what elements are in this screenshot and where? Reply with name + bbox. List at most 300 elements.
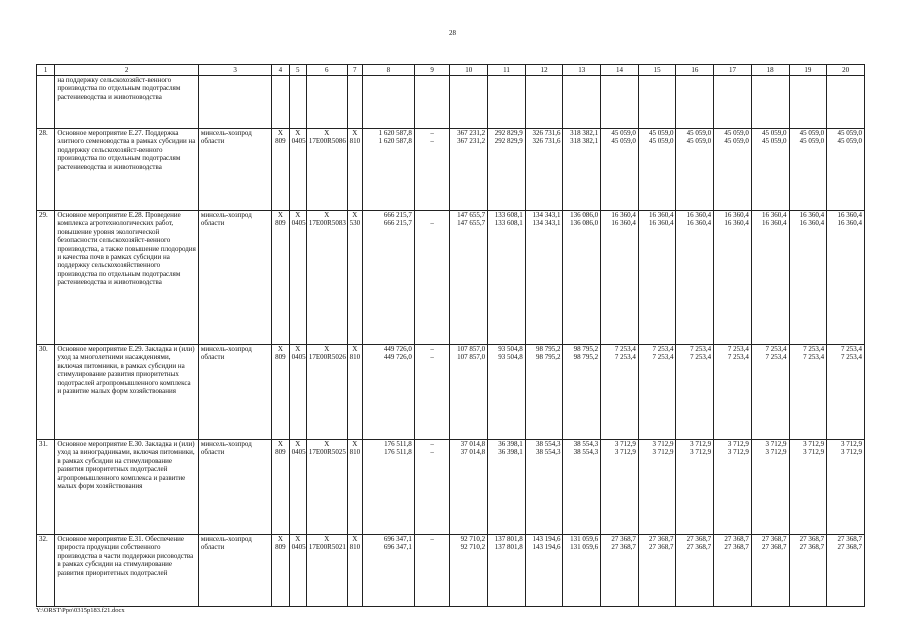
column-header-4: 4 bbox=[272, 65, 289, 76]
value-line-2: – bbox=[430, 219, 434, 228]
cell-col-12 bbox=[525, 129, 563, 211]
value-line-1: – bbox=[430, 535, 434, 543]
value-line-2: 3 712,9 bbox=[727, 448, 749, 457]
value-line-2: 696 347,1 bbox=[383, 543, 412, 552]
value-line-1: 666 215,7 bbox=[383, 211, 412, 219]
cell-col-18 bbox=[751, 211, 789, 345]
cell-col-17 bbox=[714, 211, 752, 345]
value-line-2: 93 504,8 bbox=[498, 353, 523, 362]
value-line-2: 176 511,8 bbox=[384, 448, 412, 457]
cell-col-5 bbox=[289, 535, 306, 607]
cell-col-10 bbox=[450, 129, 488, 211]
cell-col-8 bbox=[362, 345, 414, 440]
value-line-1: Х bbox=[277, 440, 283, 448]
value-line-1 bbox=[417, 211, 448, 219]
column-header-18: 18 bbox=[751, 65, 789, 76]
value-line-2: 809 bbox=[275, 543, 286, 552]
cell-col-17 bbox=[714, 440, 752, 535]
column-header-17: 17 bbox=[714, 65, 752, 76]
value-line-2: 7 253,4 bbox=[841, 353, 862, 362]
column-header-3: 3 bbox=[198, 65, 271, 76]
value-line-1: 137 801,8 bbox=[494, 535, 523, 543]
value-line-2: 17Е00R5026 bbox=[308, 353, 346, 362]
value-line-1: 326 731,6 bbox=[532, 129, 561, 137]
value-line-1: 37 014,8 bbox=[460, 440, 486, 448]
column-header-9: 9 bbox=[414, 65, 450, 76]
value-line-2: 92 710,2 bbox=[460, 543, 486, 552]
value-line-1: 7 253,4 bbox=[614, 345, 636, 353]
executor: минсель-хозпрод области bbox=[198, 129, 271, 211]
value-line-1: 27 368,7 bbox=[724, 535, 749, 543]
cell-col-11 bbox=[488, 440, 526, 535]
value-line-1: Х bbox=[324, 535, 330, 543]
value-line-1: 27 368,7 bbox=[799, 535, 825, 543]
value-line-2: 326 731,6 bbox=[532, 137, 561, 146]
value-line-1: 27 368,7 bbox=[686, 535, 712, 543]
measure-name: Основное мероприятие Е.29. Закладка и (или) уход за многолетними насаждениями, включая питомники, в рамках субсидии на стимулирование развития приоритетных подотраслей агропромышленного комплекса и развитие малых форм хозяйствования bbox=[55, 345, 199, 440]
cell-col-16 bbox=[676, 129, 714, 211]
column-header-2: 2 bbox=[55, 65, 199, 76]
cell-col-20 bbox=[827, 535, 865, 607]
value-line-2: 16 360,4 bbox=[837, 219, 862, 228]
cell-col-10 bbox=[450, 345, 488, 440]
cell-col-13 bbox=[563, 211, 601, 345]
value-line-1: 7 253,4 bbox=[690, 345, 712, 353]
table-row bbox=[37, 440, 865, 535]
column-header-20: 20 bbox=[827, 65, 865, 76]
value-line-2: 16 360,4 bbox=[799, 219, 825, 228]
value-line-1: – bbox=[430, 345, 434, 353]
value-line-2: 1 620 587,8 bbox=[378, 137, 412, 146]
value-line-1: – bbox=[430, 129, 434, 137]
value-line-1: 7 253,4 bbox=[841, 345, 862, 353]
measure-name: Основное мероприятие Е.30. Закладка и (или) уход за виноградниками, включая питомники, в рамках субсидии на стимулирование развития приоритетных подотраслей агропромышленного комплекса и развитие малых форм хозяйствования bbox=[55, 440, 199, 535]
cell-col-12 bbox=[525, 535, 563, 607]
cell-col-7 bbox=[347, 440, 362, 535]
value-line-2: 98 795,2 bbox=[535, 353, 561, 362]
value-line-1: 92 710,2 bbox=[460, 535, 486, 543]
value-line-1: Х bbox=[277, 535, 283, 543]
value-line-2: 131 059,6 bbox=[570, 543, 599, 552]
cell-col-18 bbox=[751, 129, 789, 211]
value-line-1: Х bbox=[324, 211, 330, 219]
cell-col-16 bbox=[676, 440, 714, 535]
page-number: 28 bbox=[449, 29, 456, 37]
executor: минсель-хозпрод области bbox=[198, 535, 271, 607]
value-line-1: 38 554,3 bbox=[573, 440, 599, 448]
column-header-8: 8 bbox=[362, 65, 414, 76]
value-line-2: 107 857,0 bbox=[457, 353, 486, 362]
value-line-2: 27 368,7 bbox=[837, 543, 862, 552]
column-header-6: 6 bbox=[306, 65, 347, 76]
value-line-1: 131 059,6 bbox=[570, 535, 599, 543]
value-line-1: Х bbox=[277, 129, 283, 137]
value-line-2: 666 215,7 bbox=[383, 219, 412, 228]
value-line-1: 93 504,8 bbox=[498, 345, 523, 353]
value-line-1: 318 382,1 bbox=[570, 129, 599, 137]
value-line-2: 809 bbox=[275, 219, 286, 228]
value-line-2: – bbox=[430, 353, 434, 362]
cell-col-7 bbox=[347, 129, 362, 211]
cell-col-16 bbox=[676, 211, 714, 345]
value-line-2: 3 712,9 bbox=[614, 448, 636, 457]
cell-col-15 bbox=[638, 211, 676, 345]
value-line-2: 318 382,1 bbox=[570, 137, 599, 146]
value-line-1: Х bbox=[295, 129, 301, 137]
value-line-1: 107 857,0 bbox=[457, 345, 486, 353]
value-line-1: 3 712,9 bbox=[652, 440, 674, 448]
measure-name: Основное мероприятие Е.31. Обеспечение прироста продукции собственного производства в части поддержки рисоводства в рамках субсидии на стимулирование развития приоритетных подотраслей bbox=[55, 535, 199, 607]
cell-col-20 bbox=[827, 211, 865, 345]
cell-col-16 bbox=[676, 535, 714, 607]
cell-col-14 bbox=[601, 535, 639, 607]
value-line-1: Х bbox=[352, 345, 358, 353]
cell-col-11 bbox=[488, 211, 526, 345]
cell-col-8 bbox=[362, 129, 414, 211]
value-line-1: Х bbox=[295, 211, 301, 219]
value-line-1: 134 343,1 bbox=[532, 211, 561, 219]
value-line-2 bbox=[417, 543, 448, 551]
value-line-1: 45 059,0 bbox=[686, 129, 712, 137]
row-number: 28. bbox=[37, 129, 55, 211]
cell-col-7 bbox=[347, 211, 362, 345]
column-header-11: 11 bbox=[488, 65, 526, 76]
cell-col-13 bbox=[563, 345, 601, 440]
value-line-2: 27 368,7 bbox=[799, 543, 825, 552]
row-number: 29. bbox=[37, 211, 55, 345]
cell-col-9 bbox=[414, 535, 450, 607]
column-header-7: 7 bbox=[347, 65, 362, 76]
value-line-2: 3 712,9 bbox=[841, 448, 862, 457]
value-line-1: 16 360,4 bbox=[648, 211, 674, 219]
value-line-2: 530 bbox=[349, 219, 361, 228]
measure-name: Основное мероприятие Е.27. Поддержка элитного семеноводства в рамках субсидии на поддержку сельскохозяйст-венного производства по отдельным подотраслям растениеводства и животноводства bbox=[55, 129, 199, 211]
value-line-1: 27 368,7 bbox=[762, 535, 787, 543]
executor: минсель-хозпрод области bbox=[198, 440, 271, 535]
value-line-2: 45 059,0 bbox=[611, 137, 636, 146]
cell-col-9 bbox=[414, 211, 450, 345]
cell-col-17 bbox=[714, 129, 752, 211]
value-line-1: 3 712,9 bbox=[690, 440, 712, 448]
cell-col-17 bbox=[714, 535, 752, 607]
cell-col-4 bbox=[272, 129, 289, 211]
value-line-2: 292 829,9 bbox=[494, 137, 523, 146]
value-line-2: 16 360,4 bbox=[611, 219, 636, 228]
cell-col-8 bbox=[362, 535, 414, 607]
continuation-text: на поддержку сельскохозяйст-венного производства по отдельным подотраслям растениеводства и животноводства bbox=[55, 76, 199, 129]
column-header-13: 13 bbox=[563, 65, 601, 76]
cell-col-18 bbox=[751, 440, 789, 535]
column-header-16: 16 bbox=[676, 65, 714, 76]
cell-col-15 bbox=[638, 345, 676, 440]
value-line-2: 17Е00R5025 bbox=[308, 448, 346, 457]
value-line-1: 98 795,2 bbox=[573, 345, 599, 353]
value-line-2: 367 231,2 bbox=[457, 137, 486, 146]
value-line-1: 7 253,4 bbox=[765, 345, 787, 353]
value-line-1: 133 608,1 bbox=[494, 211, 523, 219]
value-line-2: 3 712,9 bbox=[690, 448, 712, 457]
value-line-2: 810 bbox=[349, 353, 361, 362]
value-line-2: 809 bbox=[275, 448, 286, 457]
value-line-1: 449 726,0 bbox=[383, 345, 412, 353]
value-line-2: 809 bbox=[275, 353, 286, 362]
cell-col-15 bbox=[638, 535, 676, 607]
value-line-2: 136 086,0 bbox=[570, 219, 599, 228]
table-body bbox=[37, 76, 865, 607]
column-header-12: 12 bbox=[525, 65, 563, 76]
value-line-2: 45 059,0 bbox=[837, 137, 862, 146]
column-header-15: 15 bbox=[638, 65, 676, 76]
value-line-2: 449 726,0 bbox=[383, 353, 412, 362]
value-line-1: 136 086,0 bbox=[570, 211, 599, 219]
column-number-header bbox=[37, 65, 865, 76]
cell-col-8 bbox=[362, 211, 414, 345]
value-line-1: 36 398,1 bbox=[498, 440, 523, 448]
value-line-2: 16 360,4 bbox=[762, 219, 787, 228]
value-line-1: Х bbox=[352, 535, 358, 543]
cell-col-14 bbox=[601, 440, 639, 535]
value-line-2: 16 360,4 bbox=[686, 219, 712, 228]
value-line-2: 45 059,0 bbox=[799, 137, 825, 146]
value-line-2: 17Е00R5086 bbox=[308, 137, 346, 146]
value-line-2: 45 059,0 bbox=[724, 137, 749, 146]
cell-col-17 bbox=[714, 345, 752, 440]
cell-col-6 bbox=[306, 345, 347, 440]
value-line-1: 7 253,4 bbox=[803, 345, 825, 353]
cell-col-13 bbox=[563, 440, 601, 535]
column-header-10: 10 bbox=[450, 65, 488, 76]
value-line-2: 98 795,2 bbox=[573, 353, 599, 362]
value-line-2: 36 398,1 bbox=[498, 448, 523, 457]
value-line-2: 7 253,4 bbox=[765, 353, 787, 362]
value-line-1: 16 360,4 bbox=[686, 211, 712, 219]
cell-col-7 bbox=[347, 345, 362, 440]
value-line-1: 3 712,9 bbox=[765, 440, 787, 448]
value-line-2: 137 801,8 bbox=[494, 543, 523, 552]
value-line-1: Х bbox=[277, 345, 283, 353]
value-line-2: – bbox=[430, 448, 434, 457]
value-line-2: 3 712,9 bbox=[803, 448, 825, 457]
value-line-1: Х bbox=[352, 440, 358, 448]
value-line-2: 17Е00R5083 bbox=[308, 219, 346, 228]
value-line-1: Х bbox=[352, 129, 358, 137]
cell-col-14 bbox=[601, 211, 639, 345]
table-row bbox=[37, 211, 865, 345]
cell-col-13 bbox=[563, 129, 601, 211]
value-line-2: 16 360,4 bbox=[648, 219, 674, 228]
value-line-2: 37 014,8 bbox=[460, 448, 486, 457]
cell-col-11 bbox=[488, 129, 526, 211]
cell-col-15 bbox=[638, 129, 676, 211]
value-line-1: 696 347,1 bbox=[383, 535, 412, 543]
value-line-1: 16 360,4 bbox=[799, 211, 825, 219]
cell-col-5 bbox=[289, 345, 306, 440]
value-line-1: 143 194,6 bbox=[532, 535, 561, 543]
value-line-2: 27 368,7 bbox=[648, 543, 674, 552]
value-line-2: 7 253,4 bbox=[803, 353, 825, 362]
cell-col-14 bbox=[601, 345, 639, 440]
executor: минсель-хозпрод области bbox=[198, 345, 271, 440]
value-line-2: 809 bbox=[275, 137, 286, 146]
value-line-2: 45 059,0 bbox=[648, 137, 674, 146]
cell-col-19 bbox=[789, 129, 827, 211]
value-line-1: 1 620 587,8 bbox=[378, 129, 412, 137]
row-number: 31. bbox=[37, 440, 55, 535]
cell-col-14 bbox=[601, 129, 639, 211]
cell-col-12 bbox=[525, 211, 563, 345]
cell-col-19 bbox=[789, 535, 827, 607]
value-line-1: 3 712,9 bbox=[727, 440, 749, 448]
cell-col-7 bbox=[347, 535, 362, 607]
value-line-1: 367 231,2 bbox=[457, 129, 486, 137]
value-line-1: 147 655,7 bbox=[457, 211, 486, 219]
cell-col-10 bbox=[450, 535, 488, 607]
value-line-1: 27 368,7 bbox=[837, 535, 862, 543]
value-line-2: 810 bbox=[349, 137, 361, 146]
value-line-1: Х bbox=[324, 440, 330, 448]
cell-col-12 bbox=[525, 345, 563, 440]
value-line-1: 45 059,0 bbox=[837, 129, 862, 137]
value-line-2: 810 bbox=[349, 448, 361, 457]
value-line-1: Х bbox=[324, 345, 330, 353]
value-line-1: Х bbox=[324, 129, 330, 137]
cell-col-19 bbox=[789, 211, 827, 345]
cell-col-20 bbox=[827, 440, 865, 535]
cell-col-11 bbox=[488, 535, 526, 607]
column-header-1: 1 bbox=[37, 65, 55, 76]
row-number: 32. bbox=[37, 535, 55, 607]
cell-col-5 bbox=[289, 129, 306, 211]
value-line-1: 16 360,4 bbox=[611, 211, 636, 219]
cell-col-19 bbox=[789, 345, 827, 440]
cell-col-18 bbox=[751, 345, 789, 440]
value-line-2: 16 360,4 bbox=[724, 219, 749, 228]
executor: минсель-хозпрод области bbox=[198, 211, 271, 345]
cell-col-6 bbox=[306, 535, 347, 607]
table-row bbox=[37, 345, 865, 440]
value-line-1: 3 712,9 bbox=[803, 440, 825, 448]
cell-col-9 bbox=[414, 440, 450, 535]
value-line-1: 7 253,4 bbox=[652, 345, 674, 353]
cell-col-19 bbox=[789, 440, 827, 535]
value-line-1: 45 059,0 bbox=[724, 129, 749, 137]
value-line-2: 133 608,1 bbox=[494, 219, 523, 228]
value-line-2: 147 655,7 bbox=[457, 219, 486, 228]
value-line-2: 810 bbox=[349, 543, 361, 552]
cell-col-9 bbox=[414, 345, 450, 440]
value-line-2: 0405 bbox=[291, 219, 306, 228]
cell-col-6 bbox=[306, 211, 347, 345]
value-line-2: 27 368,7 bbox=[762, 543, 787, 552]
value-line-1: 98 795,2 bbox=[535, 345, 561, 353]
cell-col-9 bbox=[414, 129, 450, 211]
value-line-1: 16 360,4 bbox=[762, 211, 787, 219]
cell-col-6 bbox=[306, 440, 347, 535]
cell-col-5 bbox=[289, 440, 306, 535]
value-line-2: 0405 bbox=[291, 448, 306, 457]
value-line-1: 45 059,0 bbox=[799, 129, 825, 137]
budget-table bbox=[36, 64, 865, 607]
cell-col-5 bbox=[289, 211, 306, 345]
value-line-2: 7 253,4 bbox=[614, 353, 636, 362]
value-line-1: 45 059,0 bbox=[648, 129, 674, 137]
value-line-2: 0405 bbox=[291, 353, 306, 362]
cell-col-20 bbox=[827, 129, 865, 211]
value-line-1: 45 059,0 bbox=[762, 129, 787, 137]
value-line-1: 38 554,3 bbox=[535, 440, 561, 448]
value-line-1: 292 829,9 bbox=[494, 129, 523, 137]
value-line-2: – bbox=[430, 137, 434, 146]
value-line-2: 38 554,3 bbox=[573, 448, 599, 457]
cell-col-4 bbox=[272, 535, 289, 607]
cell-col-20 bbox=[827, 345, 865, 440]
value-line-2: 45 059,0 bbox=[686, 137, 712, 146]
value-line-2: 0405 bbox=[291, 543, 306, 552]
value-line-2: 27 368,7 bbox=[724, 543, 749, 552]
cell-col-6 bbox=[306, 129, 347, 211]
value-line-1: 16 360,4 bbox=[837, 211, 862, 219]
value-line-2: 7 253,4 bbox=[690, 353, 712, 362]
value-line-1: 3 712,9 bbox=[614, 440, 636, 448]
value-line-2: 27 368,7 bbox=[611, 543, 636, 552]
cell-col-8 bbox=[362, 440, 414, 535]
value-line-2: 7 253,4 bbox=[652, 353, 674, 362]
cell-col-12 bbox=[525, 440, 563, 535]
value-line-1: Х bbox=[295, 440, 301, 448]
table-row bbox=[37, 129, 865, 211]
cell-col-11 bbox=[488, 345, 526, 440]
value-line-2: 143 194,6 bbox=[532, 543, 561, 552]
cell-col-18 bbox=[751, 535, 789, 607]
value-line-2: 7 253,4 bbox=[727, 353, 749, 362]
cell-col-4 bbox=[272, 345, 289, 440]
cell-col-13 bbox=[563, 535, 601, 607]
value-line-1: Х bbox=[295, 345, 301, 353]
file-path-footer: Y:\ORST\Ppo\0315p183.f21.docx bbox=[36, 607, 125, 614]
value-line-1: 45 059,0 bbox=[611, 129, 636, 137]
value-line-1: 27 368,7 bbox=[611, 535, 636, 543]
value-line-1: 7 253,4 bbox=[727, 345, 749, 353]
cell-col-15 bbox=[638, 440, 676, 535]
cell-col-16 bbox=[676, 345, 714, 440]
column-header-5: 5 bbox=[289, 65, 306, 76]
cell-col-4 bbox=[272, 211, 289, 345]
value-line-1: 3 712,9 bbox=[841, 440, 862, 448]
measure-name: Основное мероприятие Е.28. Проведение комплекса агротехнологических работ, повышение уровня экологической безопасности сельскохозяйст-венного производства, а также повышение плодородия и качества почв в рамках субсидии на поддержку сельскохозяйственного производства по отдельным подотраслям растениеводства и животноводства bbox=[55, 211, 199, 345]
value-line-2: 3 712,9 bbox=[652, 448, 674, 457]
column-header-19: 19 bbox=[789, 65, 827, 76]
value-line-1: 27 368,7 bbox=[648, 535, 674, 543]
value-line-2: 38 554,3 bbox=[535, 448, 561, 457]
cell-col-4 bbox=[272, 440, 289, 535]
value-line-1: 16 360,4 bbox=[724, 211, 749, 219]
value-line-1: 176 511,8 bbox=[384, 440, 412, 448]
cell-col-10 bbox=[450, 211, 488, 345]
continuation-row bbox=[37, 76, 865, 129]
value-line-1: Х bbox=[277, 211, 283, 219]
value-line-2: 45 059,0 bbox=[762, 137, 787, 146]
table-row bbox=[37, 535, 865, 607]
value-line-2: 0405 bbox=[291, 137, 306, 146]
value-line-2: 27 368,7 bbox=[686, 543, 712, 552]
value-line-1: Х bbox=[295, 535, 301, 543]
cell-col-10 bbox=[450, 440, 488, 535]
row-number: 30. bbox=[37, 345, 55, 440]
value-line-1: – bbox=[430, 440, 434, 448]
value-line-2: 134 343,1 bbox=[532, 219, 561, 228]
value-line-1: Х bbox=[352, 211, 358, 219]
value-line-2: 17Е00R5021 bbox=[308, 543, 346, 552]
